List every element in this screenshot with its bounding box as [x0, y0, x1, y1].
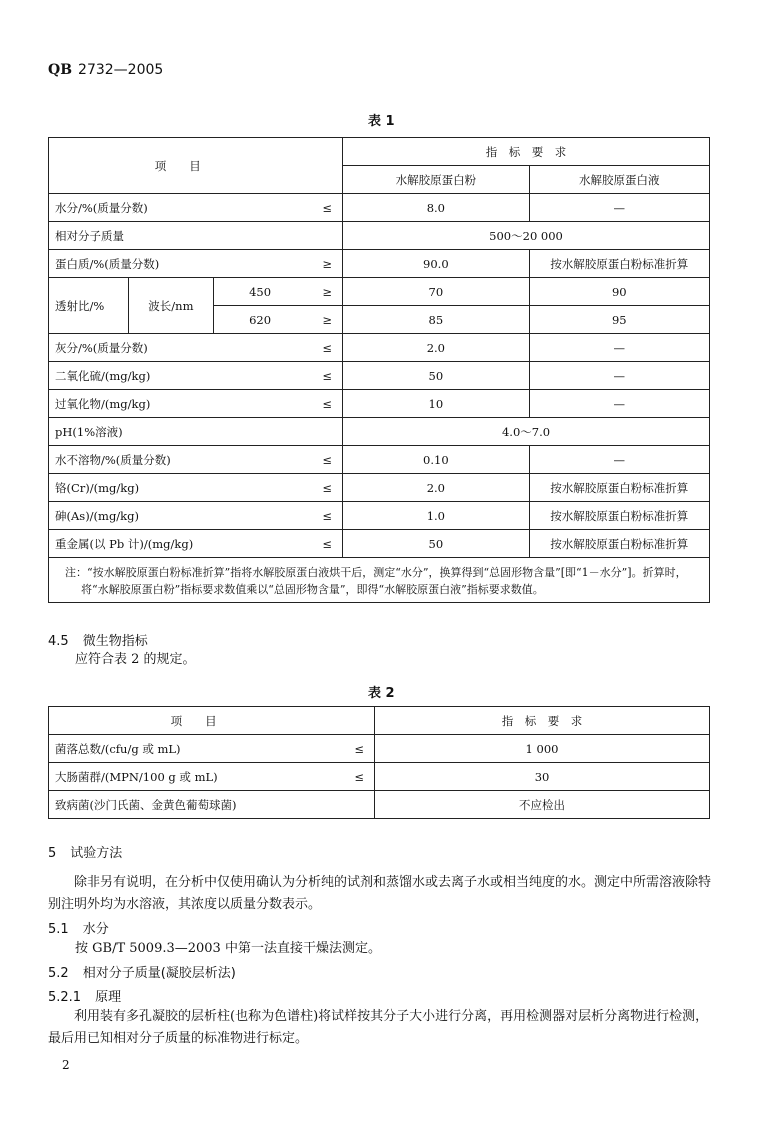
table-row: 620 ≥ 85 95 [49, 306, 710, 334]
transmittance-label: 透射比/% [49, 278, 129, 334]
section-5-2-heading: 5.2 相对分子质量(凝胶层析法) [48, 966, 236, 981]
table1-header-item: 项 目 [49, 138, 307, 194]
page-number: 2 [62, 1058, 70, 1072]
section-4-5-heading: 4.5 微生物指标 [48, 634, 148, 649]
table2-header-requirements: 指 标 要 求 [375, 707, 710, 735]
table-row: pH(1%溶液) 4.0～7.0 [49, 418, 710, 446]
table2-caption: 表 2 [368, 686, 395, 701]
table-row: 致病菌(沙门氏菌、金黄色葡萄球菌) 不应检出 [49, 791, 710, 819]
table1-header-requirements: 指 标 要 求 [343, 138, 710, 166]
table1-note: 注：“按水解胶原蛋白粉标准折算”指将水解胶原蛋白液烘干后，测定“水分”，换算得到“总固形物含量”[即“1－水分”]。折算时，将“水解胶原蛋白粉”指标要求数值乘以“总固形物含量”，即得“水解胶原蛋白液”指标要求数值。 [49, 558, 710, 603]
table-row: 重金属(以 Pb 计)/(mg/kg) ≤ 50 按水解胶原蛋白粉标准折算 [49, 530, 710, 558]
section-5-2-1-heading: 5.2.1 原理 [48, 990, 122, 1005]
section-5-heading: 5 试验方法 [48, 846, 123, 861]
table-row: 大肠菌群/(MPN/100 g 或 mL) ≤ 30 [49, 763, 710, 791]
table1-caption: 表 1 [368, 114, 395, 129]
table-row: 透射比/% 波长/nm 450 ≥ 70 90 [49, 278, 710, 306]
standard-code: QB [48, 62, 73, 78]
table2 [48, 706, 710, 819]
table-row: 二氧化硫/(mg/kg) ≤ 50 — [49, 362, 710, 390]
table-row: 蛋白质/%(质量分数) ≥ 90.0 按水解胶原蛋白粉标准折算 [49, 250, 710, 278]
table-row: 铬(Cr)/(mg/kg) ≤ 2.0 按水解胶原蛋白粉标准折算 [49, 474, 710, 502]
section-5-2-1-text: 利用装有多孔凝胶的层析柱(也称为色谱柱)将试样按其分子大小进行分离，再用检测器对层析分离物进行检测，最后用已知相对分子质量的标准物进行标定。 [48, 1009, 709, 1046]
wavelength-label: 波长/nm [129, 278, 213, 334]
section-5-1-text: 按 GB/T 5009.3—2003 中第一法直接干燥法测定。 [75, 941, 381, 956]
table-row: 相对分子质量 500～20 000 [49, 222, 710, 250]
table-row: 灰分/%(质量分数) ≤ 2.0 — [49, 334, 710, 362]
table1-header-powder: 水解胶原蛋白粉 [343, 166, 530, 194]
table-row: 过氧化物/(mg/kg) ≤ 10 — [49, 390, 710, 418]
page-header [48, 62, 163, 78]
table-row: 水分/%(质量分数) ≤ 8.0 — [49, 194, 710, 222]
table-row: 水不溶物/%(质量分数) ≤ 0.10 — [49, 446, 710, 474]
table2-header-item: 项 目 [49, 707, 339, 735]
section-4-5-text: 应符合表 2 的规定。 [75, 652, 196, 667]
table-row: 砷(As)/(mg/kg) ≤ 1.0 按水解胶原蛋白粉标准折算 [49, 502, 710, 530]
table1-header-liquid: 水解胶原蛋白液 [529, 166, 709, 194]
section-5-1-heading: 5.1 水分 [48, 922, 109, 937]
table1 [48, 137, 710, 603]
section-5-text: 除非另有说明，在分析中仅使用确认为分析纯的试剂和蒸馏水或去离子水或相当纯度的水。测定中所需溶液除特别注明外均为水溶液，其浓度以质量分数表示。 [48, 875, 712, 912]
table-row: 菌落总数/(cfu/g 或 mL) ≤ 1 000 [49, 735, 710, 763]
standard-number: 2732—2005 [78, 62, 164, 78]
